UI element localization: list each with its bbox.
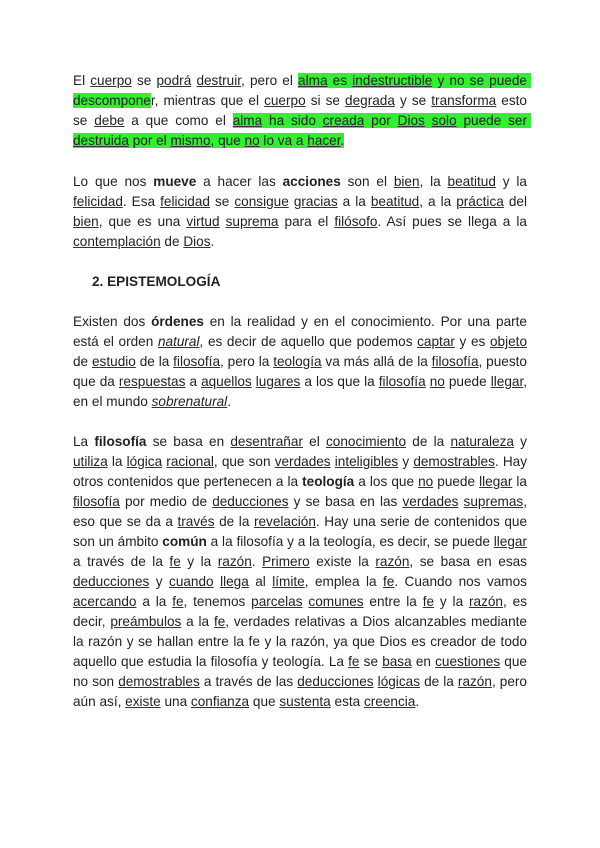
text-segment: de xyxy=(73,334,531,369)
text-segment: existe xyxy=(125,694,161,709)
text-segment: teología xyxy=(273,354,322,369)
text-segment: debe xyxy=(94,113,125,128)
text-segment: a que como el xyxy=(124,113,233,128)
text-segment: mueve xyxy=(153,174,197,189)
text-segment: son el xyxy=(340,174,394,189)
text-segment: . Hay otros contenidos que pertenecen a la xyxy=(73,454,531,489)
text-segment: el xyxy=(302,434,326,449)
text-segment: puede xyxy=(444,374,491,389)
text-segment: racional xyxy=(166,454,214,469)
text-segment: , es decir, xyxy=(73,594,531,629)
text-segment: lo va a xyxy=(259,133,308,148)
text-segment: se basa en xyxy=(146,434,231,449)
text-segment: razón xyxy=(375,554,410,569)
text-segment: revelación xyxy=(253,514,316,529)
text-segment: y la xyxy=(434,594,469,609)
text-segment: por medio de xyxy=(119,494,213,509)
section-heading: 2. EPISTEMOLOGÍA xyxy=(92,274,221,289)
text-segment: entre la xyxy=(363,594,423,609)
text-segment: , a la xyxy=(419,194,457,209)
text-segment: y xyxy=(398,454,414,469)
text-segment: llega xyxy=(220,574,249,589)
text-segment: alma xyxy=(232,113,263,128)
text-segment: virtud xyxy=(186,214,220,229)
text-segment: a hacer las xyxy=(196,174,283,189)
text-segment: a través de la xyxy=(73,534,531,569)
text-segment: , se basa en esas xyxy=(409,554,531,569)
text-segment: utiliza xyxy=(73,454,108,469)
text-segment: . xyxy=(340,133,345,148)
text-segment: Primero xyxy=(262,554,310,569)
text-segment: de xyxy=(160,234,184,249)
text-segment: , pero el xyxy=(241,73,299,88)
text-segment: hacer xyxy=(307,133,341,148)
text-segment: se xyxy=(209,194,235,209)
text-segment: , en el mundo xyxy=(73,374,531,409)
text-segment: transforma xyxy=(431,93,497,108)
text-segment: órdenes xyxy=(151,314,204,329)
text-segment: a la xyxy=(136,594,173,609)
text-segment: , verdades relativas a Dios alcanzables mediante la razón y se hallan entre la fe y la razón, ya que Dios es creador de todo aquello que estudia la filosofía y teología. La xyxy=(73,614,531,669)
text-segment: , que son xyxy=(213,454,275,469)
text-segment: y se basa en las xyxy=(288,494,403,509)
text-segment: a los que la xyxy=(300,374,379,389)
text-segment: esto se xyxy=(73,93,531,128)
text-segment: y se xyxy=(394,93,432,108)
text-segment: gracias xyxy=(293,194,338,209)
text-segment: y es xyxy=(454,334,490,349)
text-segment: , la xyxy=(419,174,448,189)
text-segment: filosofía xyxy=(94,434,147,449)
text-segment: cuerpo xyxy=(90,73,132,88)
text-segment: . Esa xyxy=(122,194,161,209)
text-segment: objeto xyxy=(489,334,528,349)
text-segment: comunes xyxy=(308,594,364,609)
text-segment: llegar xyxy=(490,374,524,389)
text-segment: por el xyxy=(128,133,171,148)
text-segment: de la xyxy=(406,434,451,449)
text-segment: beatitud xyxy=(447,174,496,189)
text-segment: que no son xyxy=(73,654,531,689)
text-segment: por xyxy=(364,113,398,128)
text-segment: cuando xyxy=(169,574,214,589)
text-segment: La xyxy=(73,434,95,449)
text-segment: deducciones xyxy=(73,574,150,589)
paragraph-ordenes xyxy=(73,312,531,412)
text-segment: bien xyxy=(393,174,420,189)
text-segment: Dios xyxy=(183,234,211,249)
text-segment: . Así pues se llega a la xyxy=(377,214,531,229)
text-segment: confianza xyxy=(190,694,250,709)
text-segment: a xyxy=(185,374,202,389)
text-segment: lugares xyxy=(255,374,301,389)
text-segment: no xyxy=(244,133,260,148)
text-segment: degrada xyxy=(345,93,395,108)
text-segment: El xyxy=(73,73,91,88)
text-segment: sobrenatural xyxy=(151,394,228,409)
text-segment: lógica xyxy=(126,454,163,469)
text-segment: común xyxy=(162,534,207,549)
text-segment: no xyxy=(429,374,445,389)
text-segment: supremas xyxy=(463,494,524,509)
text-segment: , eso que se da a xyxy=(73,494,531,529)
text-segment: y no se puede descompone xyxy=(73,73,531,108)
text-segment: . xyxy=(210,234,215,249)
text-segment: acercando xyxy=(73,594,137,609)
text-segment: y xyxy=(513,434,531,449)
text-segment: la xyxy=(512,474,531,489)
text-segment: fe xyxy=(422,594,435,609)
text-segment: sustenta xyxy=(279,694,331,709)
text-segment: existe la xyxy=(309,554,376,569)
text-segment: felicidad xyxy=(160,194,210,209)
text-segment: . Hay una serie de contenidos que son un ámbito xyxy=(73,514,531,549)
text-segment: se xyxy=(131,73,157,88)
text-segment: r, mientras que el xyxy=(150,93,265,108)
text-segment: desentrañar xyxy=(230,434,303,449)
text-segment: destruir xyxy=(196,73,242,88)
text-segment: fe xyxy=(169,554,181,569)
text-segment: Lo que nos xyxy=(73,174,154,189)
text-segment: razón xyxy=(457,674,492,689)
text-segment: , que es una xyxy=(98,214,187,229)
text-segment: . Cuando nos vamos xyxy=(394,574,531,589)
text-segment: , emplea la xyxy=(304,574,383,589)
text-segment: contemplación xyxy=(73,234,161,249)
text-segment: filosofía xyxy=(378,374,426,389)
text-segment: a la filosofía y a la teología, es decir, se puede xyxy=(206,534,494,549)
text-segment: estudio xyxy=(92,354,136,369)
text-segment: y xyxy=(149,574,170,589)
text-segment: en la realidad y en el conocimiento. Por una parte está el orden xyxy=(73,314,531,349)
text-segment: preámbulos xyxy=(110,614,182,629)
text-segment: a los que xyxy=(354,474,419,489)
text-segment: si se xyxy=(305,93,346,108)
text-segment: , es decir de aquello que podemos xyxy=(199,334,418,349)
text-segment: puede ser xyxy=(456,113,531,128)
text-segment: al xyxy=(248,574,273,589)
text-segment: fe xyxy=(172,594,184,609)
text-segment: filosofía xyxy=(73,494,120,509)
text-segment: mismo xyxy=(170,133,211,148)
text-segment: en xyxy=(411,654,436,669)
text-segment: , pero aún así, xyxy=(73,674,531,709)
text-segment: cuestiones xyxy=(435,654,501,669)
text-segment: acciones xyxy=(282,174,341,189)
paragraph-filosofia xyxy=(73,432,531,712)
text-segment: filósofo xyxy=(334,214,378,229)
text-segment: filosofía xyxy=(173,354,221,369)
text-segment: esta xyxy=(330,694,364,709)
text-segment: conocimiento xyxy=(325,434,407,449)
text-segment: respuestas xyxy=(118,374,186,389)
text-segment: lógicas xyxy=(377,674,420,689)
text-segment: del xyxy=(503,194,531,209)
paragraph-alma xyxy=(73,71,531,151)
text-segment: creada xyxy=(322,113,365,128)
text-segment: fe xyxy=(348,654,360,669)
text-segment: . xyxy=(251,554,263,569)
paragraph-felicidad xyxy=(73,172,531,252)
text-segment: la xyxy=(107,454,127,469)
text-segment: suprema xyxy=(225,214,279,229)
text-segment: y la xyxy=(180,554,218,569)
text-segment: consigue xyxy=(234,194,289,209)
text-segment: fe xyxy=(382,574,395,589)
text-segment: razón xyxy=(217,554,252,569)
text-segment: , puesto que da xyxy=(73,354,531,389)
text-segment: creencia xyxy=(363,694,416,709)
text-segment: Dios xyxy=(397,113,425,128)
text-segment: indestructible xyxy=(352,73,433,88)
text-segment: es xyxy=(327,73,353,88)
text-segment: de la xyxy=(135,354,174,369)
text-segment: demostrables xyxy=(413,454,495,469)
text-segment: felicidad xyxy=(73,194,123,209)
text-segment: parcelas xyxy=(251,594,303,609)
text-segment: límite xyxy=(272,574,305,589)
text-segment: , pero la xyxy=(220,354,274,369)
text-segment: demostrables xyxy=(118,674,200,689)
text-segment: va más allá de la xyxy=(321,354,432,369)
text-segment: verdades xyxy=(402,494,459,509)
text-segment: . xyxy=(415,694,420,709)
text-segment: llegar xyxy=(493,534,528,549)
text-segment: y la xyxy=(495,174,531,189)
text-segment: puede xyxy=(433,474,480,489)
text-segment: , tenemos xyxy=(183,594,252,609)
text-segment: basa xyxy=(382,654,412,669)
text-segment: filosofía xyxy=(431,354,479,369)
text-segment: . xyxy=(227,394,231,409)
text-segment: aquellos xyxy=(201,374,252,389)
text-segment: alma xyxy=(298,73,328,88)
text-segment: podrá xyxy=(156,73,192,88)
text-segment: se xyxy=(359,654,383,669)
text-segment: inteligibles xyxy=(334,454,399,469)
text-segment: cuerpo xyxy=(264,93,306,108)
text-segment: bien xyxy=(73,214,99,229)
text-segment: solo xyxy=(431,113,457,128)
text-segment: que xyxy=(249,694,280,709)
text-segment: de la xyxy=(420,674,458,689)
text-segment: razón xyxy=(468,594,503,609)
text-segment: captar xyxy=(417,334,455,349)
text-segment: fe xyxy=(213,614,226,629)
text-segment: llegar xyxy=(479,474,513,489)
text-segment: práctica xyxy=(456,194,504,209)
text-segment: deducciones xyxy=(212,494,289,509)
text-segment: , que xyxy=(210,133,245,148)
text-segment: natural xyxy=(157,334,200,349)
text-segment: ha sido xyxy=(262,113,323,128)
text-segment: a la xyxy=(181,614,214,629)
text-segment: a través de las xyxy=(199,674,298,689)
text-segment: destruida xyxy=(73,133,129,148)
text-segment: de la xyxy=(214,514,254,529)
text-segment: teología xyxy=(302,474,355,489)
text-segment: beatitud xyxy=(370,194,420,209)
text-segment: a la xyxy=(337,194,371,209)
text-segment: deducciones xyxy=(297,674,374,689)
text-segment: Existen dos xyxy=(73,314,152,329)
text-segment: una xyxy=(160,694,191,709)
text-segment: no xyxy=(418,474,434,489)
text-segment: través xyxy=(177,514,215,529)
text-segment xyxy=(425,113,432,128)
text-segment: verdades xyxy=(274,454,331,469)
text-segment: para el xyxy=(278,214,335,229)
text-segment: naturaleza xyxy=(450,434,514,449)
